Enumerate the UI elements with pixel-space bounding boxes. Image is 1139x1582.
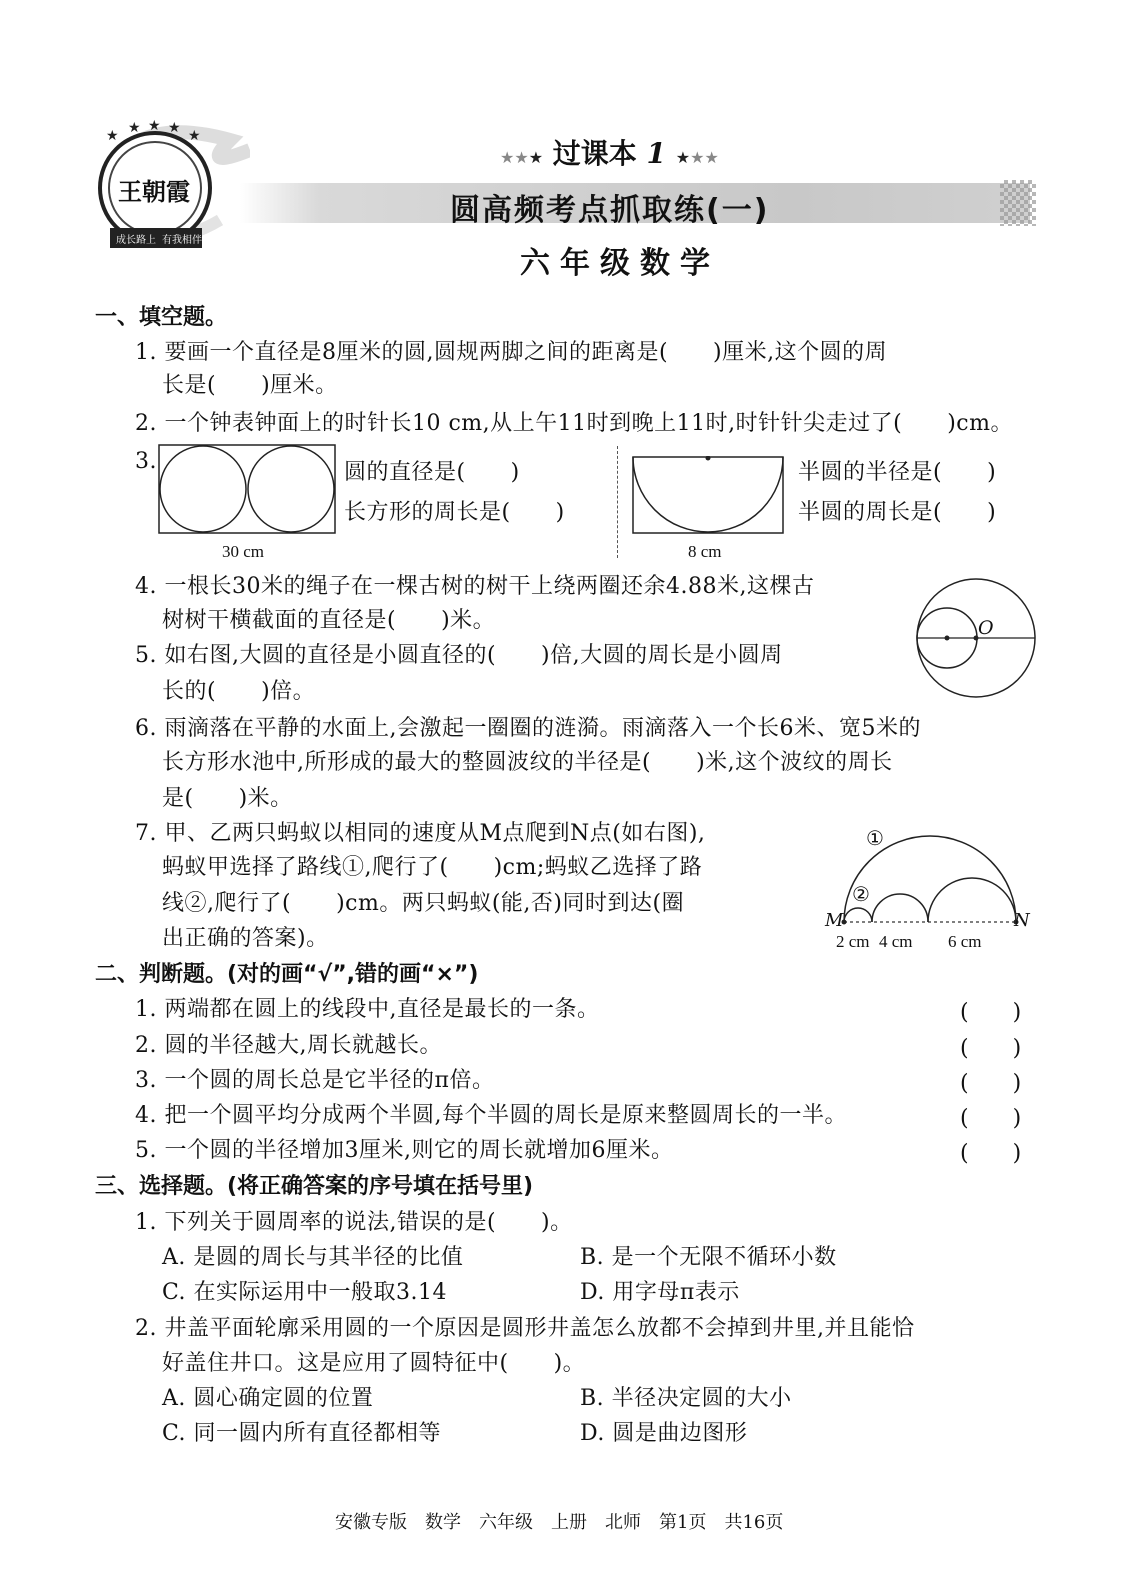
logo-motto-right: 有我相伴 <box>162 235 202 246</box>
choice-q1-a: A. 是圆的周长与其半径的比值 <box>162 1245 464 1270</box>
svg-text:★: ★ <box>128 120 141 136</box>
q1-line2: 长是( )厘米。 <box>162 373 338 398</box>
logo-name: 王朝霞 <box>118 177 190 206</box>
judge-answer-4: ( ) <box>960 1106 1022 1131</box>
section1-title: 一、填空题。 <box>95 305 228 330</box>
svg-text:★: ★ <box>106 128 119 144</box>
choice-q1-c: C. 在实际运用中一般取3.14 <box>162 1280 448 1305</box>
q7-caption-6cm: 6 cm <box>948 932 982 951</box>
q1-line1: 1. 要画一个直径是8厘米的圆,圆规两脚之间的距离是( )厘米,这个圆的周 <box>135 340 888 365</box>
q4-line1: 4. 一根长30米的绳子在一棵古树的树干上绕两圈还余4.88米,这棵古 <box>135 574 815 599</box>
q7-route2-label: ② <box>852 882 870 906</box>
logo-motto-left: 成长路上 <box>116 235 156 246</box>
q5-center-label: O <box>978 617 994 639</box>
judge-answer-5: ( ) <box>960 1141 1022 1166</box>
q7-caption-2cm: 2 cm <box>836 932 870 951</box>
q4-line2: 树树干横截面的直径是( )米。 <box>162 608 496 633</box>
q5-line2: 长的( )倍。 <box>162 679 316 704</box>
checker-decoration <box>1000 180 1036 226</box>
q6-line2: 长方形水池中,所形成的最大的整圆波纹的半径是( )米,这个波纹的周长 <box>162 750 893 775</box>
series-number: 1 <box>646 137 667 170</box>
choice-q2-d: D. 圆是曲边图形 <box>580 1421 748 1446</box>
series-line <box>500 132 719 172</box>
q3-b2: 半圆的周长是( ) <box>798 500 997 525</box>
page-footer: 安徽专版 数学 六年级 上册 北师 第1页 共16页 <box>335 1512 784 1533</box>
page-title: 圆高频考点抓取练(一) <box>450 193 770 228</box>
choice-q2-a: A. 圆心确定圆的位置 <box>162 1386 374 1411</box>
q3-caption-a: 30 cm <box>222 542 265 561</box>
q7-line4: 出正确的答案)。 <box>162 926 329 951</box>
q5-line1: 5. 如右图,大圆的直径是小圆直径的( )倍,大圆的周长是小圆周 <box>135 643 783 668</box>
q7-line1: 7. 甲、乙两只蚂蚁以相同的速度从M点爬到N点(如右图), <box>135 821 706 846</box>
judge-answer-1: ( ) <box>960 1000 1022 1025</box>
star-icon: ★★ <box>690 148 719 167</box>
q7-caption-4cm: 4 cm <box>879 932 913 951</box>
svg-text:★: ★ <box>188 128 201 144</box>
q7-n-label: N <box>1014 910 1030 931</box>
q3-a2: 长方形的周长是( ) <box>344 500 565 525</box>
star-icon: ★★ <box>500 148 529 167</box>
choice-q2-c: C. 同一圆内所有直径都相等 <box>162 1421 442 1446</box>
judge-answer-2: ( ) <box>960 1036 1022 1061</box>
q3-divider <box>617 446 618 558</box>
star-icon: ★ <box>528 148 544 167</box>
judge-item-4: 4. 把一个圆平均分成两个半圆,每个半圆的周长是原来整圆周长的一半。 <box>135 1103 847 1128</box>
section3-title: 三、选择题。(将正确答案的序号填在括号里) <box>95 1174 534 1199</box>
series-label: 过课本 <box>552 137 637 170</box>
svg-text:★: ★ <box>148 118 161 134</box>
choice-q1-b: B. 是一个无限不循环小数 <box>580 1245 837 1270</box>
q3-number: 3. <box>135 449 157 474</box>
choice-q2-line2: 好盖住井口。这是应用了圆特征中( )。 <box>162 1351 586 1376</box>
choice-q2-line1: 2. 井盖平面轮廓采用圆的一个原因是圆形井盖怎么放都不会掉到井里,并且能恰 <box>135 1316 915 1341</box>
q3-b1: 半圆的半径是( ) <box>798 460 997 485</box>
q6-line1: 6. 雨滴落在平静的水面上,会激起一圈圈的涟漪。雨滴落入一个长6米、宽5米的 <box>135 716 921 741</box>
judge-item-1: 1. 两端都在圆上的线段中,直径是最长的一条。 <box>135 997 600 1022</box>
section2-title: 二、判断题。(对的画“√”,错的画“×”) <box>95 962 479 987</box>
q2: 2. 一个钟表钟面上的时针长10 cm,从上午11时到晚上11时,时针针尖走过了( )cm。 <box>135 411 1013 436</box>
star-icon: ★ <box>675 148 691 167</box>
q6-line3: 是( )米。 <box>162 786 293 811</box>
q3-a1: 圆的直径是( ) <box>344 460 520 485</box>
q5-figure-circles <box>914 576 1038 700</box>
q3-figure-circles <box>158 444 338 536</box>
q7-route1-label: ① <box>866 826 884 850</box>
judge-answer-3: ( ) <box>960 1071 1022 1096</box>
judge-item-5: 5. 一个圆的半径增加3厘米,则它的周长就增加6厘米。 <box>135 1138 674 1163</box>
choice-q1: 1. 下列关于圆周率的说法,错误的是( )。 <box>135 1210 573 1235</box>
q3-figure-semicircle <box>632 456 784 536</box>
q3-caption-b: 8 cm <box>688 542 722 561</box>
choice-q2-b: B. 半径决定圆的大小 <box>580 1386 792 1411</box>
choice-q1-d: D. 用字母π表示 <box>580 1280 740 1305</box>
q7-line2: 蚂蚁甲选择了路线①,爬行了( )cm;蚂蚁乙选择了路 <box>162 855 703 880</box>
svg-text:★: ★ <box>168 120 181 136</box>
q7-line3: 线②,爬行了( )cm。两只蚂蚁(能,否)同时到达(圈 <box>162 891 685 916</box>
q7-m-label: M <box>825 910 844 931</box>
page-subtitle: 六年级数学 <box>520 246 720 281</box>
judge-item-2: 2. 圆的半径越大,周长就越长。 <box>135 1033 442 1058</box>
judge-item-3: 3. 一个圆的周长总是它半径的π倍。 <box>135 1068 495 1093</box>
